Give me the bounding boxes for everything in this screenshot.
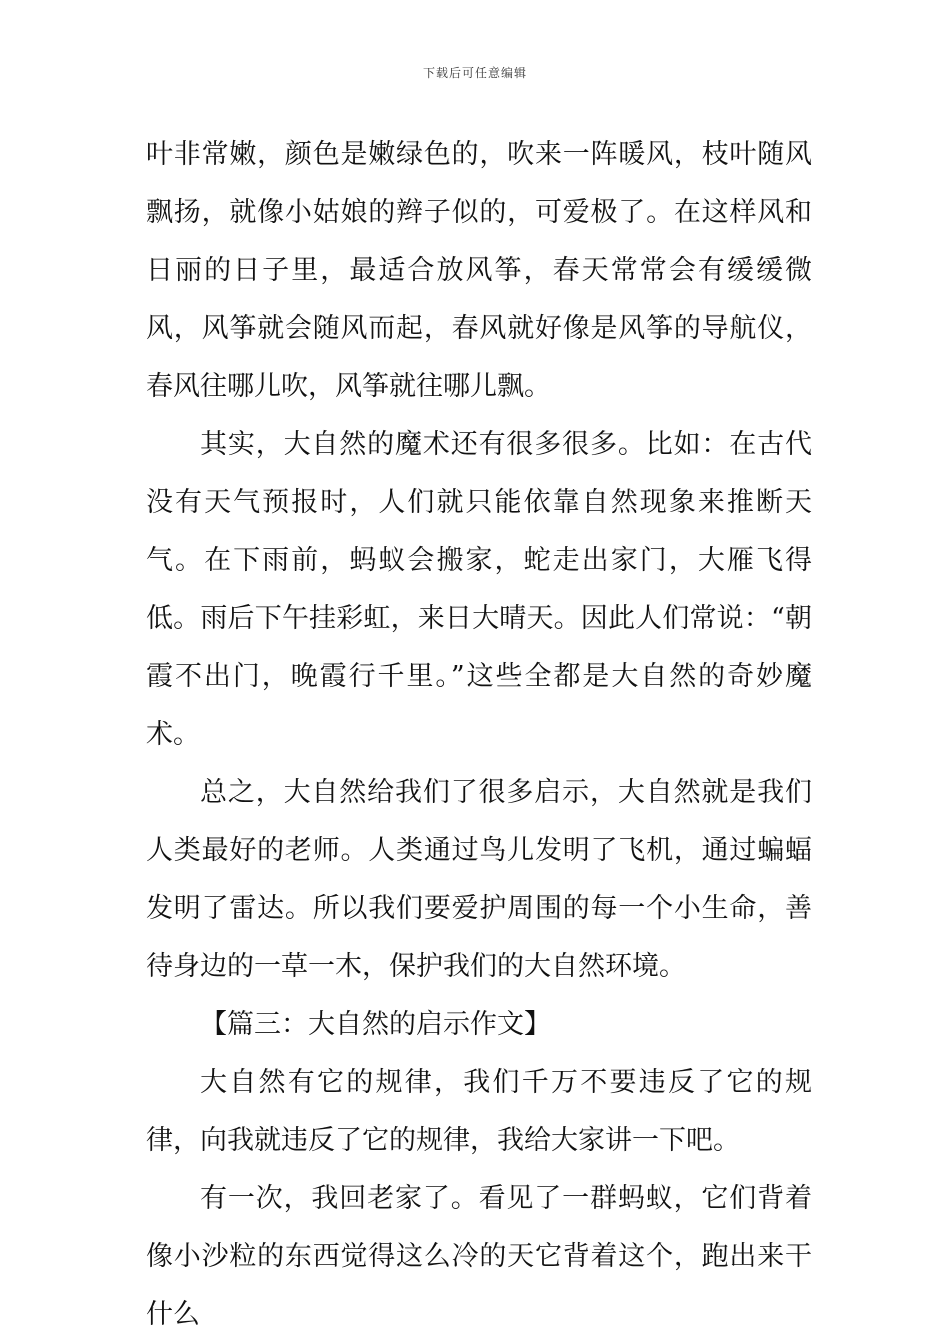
paragraph-ants: 有一次，我回老家了。看见了一群蚂蚁，它们背着像小沙粒的东西觉得这么冷的天它背着这个，跑出来干什么 [146, 1183, 812, 1330]
paragraph-magic: 其实，大自然的魔术还有很多很多。比如：在古代没有天气预报时，人们就只能依靠自然现象来推断天气。在下雨前，蚂蚁会搬家，蛇走出家门，大雁飞得低。雨后下午挂彩虹，来日大晴天。因此人们常说：“朝霞不出门，晚霞行千里。”这些全都是大自然的奇妙魔术。 [146, 429, 812, 750]
header-note: 下载后可任意编辑 [422, 66, 527, 80]
paragraph-conclusion: 总之，大自然给我们了很多启示，大自然就是我们人类最好的老师。人类通过鸟儿发明了飞机，通过蝙蝠发明了雷达。所以我们要爱护周围的每一个小生命，善待身边的一草一木，保护我们的大自然环境。 [146, 777, 812, 982]
section-heading: 【篇三：大自然的启示作文】 [200, 1009, 551, 1040]
paragraph-rules: 大自然有它的规律，我们千万不要违反了它的规律，向我就违反了它的规律，我给大家讲一下吧。 [146, 1067, 812, 1156]
document-body [146, 126, 812, 1344]
paragraph-continuation: 叶非常嫩，颜色是嫩绿色的，吹来一阵暖风，枝叶随风飘扬，就像小姑娘的辫子似的，可爱极了。在这样风和日丽的日子里，最适合放风筝，春天常常会有缓缓微风，风筝就会随风而起，春风就好像是风筝的导航仪，春风往哪儿吹，风筝就往哪儿飘。 [146, 139, 812, 402]
